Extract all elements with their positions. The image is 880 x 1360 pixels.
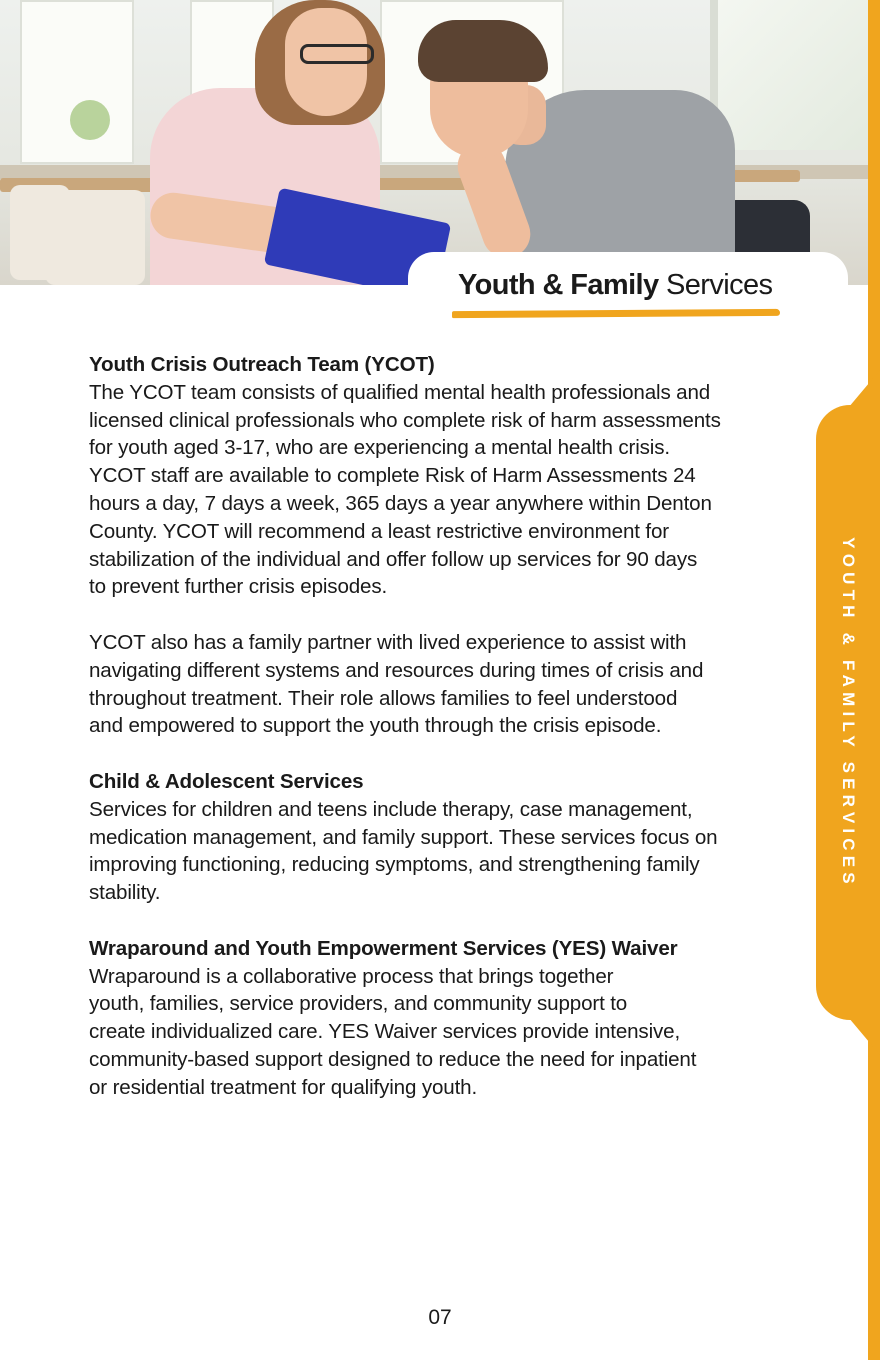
text-line: youth, families, service providers, and community support to [89,992,628,1016]
main-content [89,351,789,1102]
text-line: throughout treatment. Their role allows families to feel understood [89,686,678,710]
text-line: The YCOT team consists of qualified mental health professionals and [89,380,711,404]
text-line: or residential treatment for qualifying youth. [89,1075,478,1099]
text-line: YCOT also has a family partner with lived experience to assist with [89,630,687,654]
page-title-light: Services [666,269,773,301]
glasses [300,44,374,64]
section-paragraph [89,796,789,907]
hero-photo [0,0,868,285]
page-title [458,266,772,304]
text-line: community-based support designed to reduce the need for inpatient [89,1047,697,1071]
page-number: 07 [428,1306,452,1329]
section-heading: Wraparound and Youth Empowerment Services (YES) Waiver [89,936,678,960]
background-window [710,0,868,150]
section-paragraph [89,629,789,740]
text-line: Services for children and teens include therapy, case management, [89,797,693,821]
section-heading: Youth Crisis Outreach Team (YCOT) [89,353,435,376]
text-line: hours a day, 7 days a week, 365 days a year anywhere within Denton [89,491,712,515]
text-line: Wraparound is a collaborative process that brings together [89,964,614,988]
background-window [20,0,134,164]
text-line: YCOT staff are available to complete Risk of Harm Assessments 24 [89,464,696,488]
plant [70,100,110,140]
text-line: and empowered to support the youth through the crisis episode. [89,714,662,738]
text-line: licensed clinical professionals who complete risk of harm assessments [89,408,721,432]
text-line: stabilization of the individual and offer follow up services for 90 days [89,547,698,571]
page-title-bold: Youth & Family [458,269,659,301]
text-line: create individualized care. YES Waiver services provide intensive, [89,1020,681,1044]
text-line: medication management, and family support. These services focus on [89,825,718,849]
section-heading: Child & Adolescent Services [89,769,364,793]
text-line: County. YCOT will recommend a least restrictive environment for [89,519,669,543]
teen-hair [418,20,548,82]
text-line: stability. [89,881,161,905]
side-tab-label: YOUTH & FAMILY SERVICES [839,537,858,889]
text-line: to prevent further crisis episodes. [89,575,388,599]
text-line: for youth aged 3-17, who are experiencing a mental health crisis. [89,436,670,460]
text-line: improving functioning, reducing symptoms, and strengthening family [89,853,700,877]
text-line: navigating different systems and resources during times of crisis and [89,658,704,682]
section-paragraph [89,379,789,601]
chair [45,190,145,285]
section-paragraph [89,963,789,1102]
